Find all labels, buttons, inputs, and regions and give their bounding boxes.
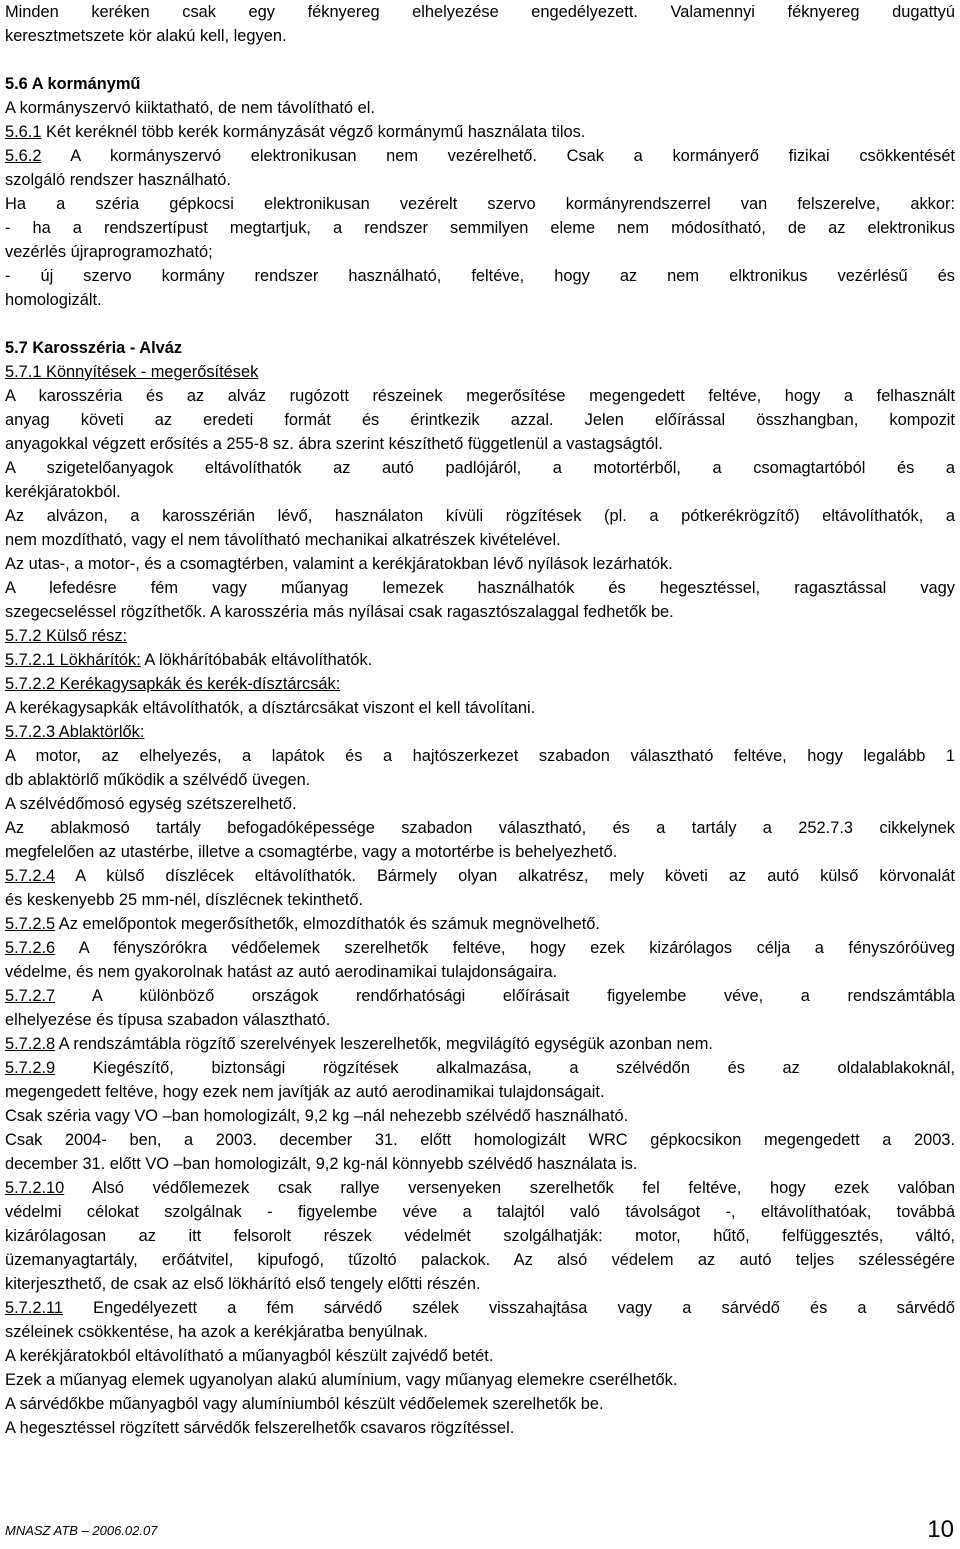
line-text: A külső díszlécek eltávolíthatók. Bármely olyan alkatrész, mely követi az autó külső körvonalát bbox=[55, 867, 955, 885]
line-text: nem mozdítható, vagy el nem távolítható mechanikai alkatrészek kivételével. bbox=[5, 531, 561, 549]
text-line bbox=[5, 1032, 955, 1056]
line-text: Alsó védőlemezek csak rallye versenyeken szerelhetők fel feltéve, hogy ezek valóban bbox=[64, 1179, 955, 1197]
text-line bbox=[5, 768, 955, 792]
text-line bbox=[5, 1104, 955, 1128]
line-text: megengedett feltéve, hogy ezek nem javítják az autó aerodinamikai tulajdonságait. bbox=[5, 1083, 605, 1101]
line-text: A szigetelőanyagok eltávolíthatók az autó padlójáról, a motortérből, a csomagtartóból és a bbox=[5, 459, 955, 477]
section-heading bbox=[5, 336, 955, 360]
clause-number: 5.7.2.3 Ablaktörlők: bbox=[5, 723, 145, 741]
clause-number: 5.7.2.2 Kerékagysapkák és kerék-dísztárcsák: bbox=[5, 675, 341, 693]
clause-number: 5.6.1 bbox=[5, 123, 42, 141]
text-line bbox=[5, 432, 955, 456]
line-text: december 31. előtt VO –ban homologizált, 9,2 kg-nál könnyebb szélvédő használata is. bbox=[5, 1155, 638, 1173]
section-heading bbox=[5, 72, 955, 96]
line-text: Ha a széria gépkocsi elektronikusan vezérelt szervo kormányrendszerrel van felszerelve, akkor: bbox=[5, 195, 955, 213]
line-text: védelme, és nem gyakorolnak hatást az autó aerodinamikai tulajdonságaira. bbox=[5, 963, 558, 981]
line-text: A karosszéria és az alváz rugózott részeinek megerősítése megengedett feltéve, hogy a felhasznált bbox=[5, 387, 955, 405]
line-text: kizárólagosan az itt felsorolt részek védelmét szolgálhatják: motor, hűtő, felfüggesztés, váltó, bbox=[5, 1227, 955, 1245]
text-line bbox=[5, 936, 955, 960]
text-line bbox=[5, 1200, 955, 1224]
line-text: A különböző országok rendőrhatósági előírásait figyelembe véve, a rendszámtábla bbox=[55, 987, 955, 1005]
text-line bbox=[5, 552, 955, 576]
line-text: A kerékjáratokból eltávolítható a műanyagból készült zajvédő betét. bbox=[5, 1347, 494, 1365]
text-line bbox=[5, 792, 955, 816]
text-line bbox=[5, 24, 955, 48]
line-text: A rendszámtábla rögzítő szerelvények leszerelhetők, megvilágító egységük azonban nem. bbox=[55, 1035, 713, 1053]
text-line bbox=[5, 168, 955, 192]
text-line bbox=[5, 888, 955, 912]
text-line bbox=[5, 1152, 955, 1176]
text-line bbox=[5, 696, 955, 720]
line-text: vezérlés újraprogramozható; bbox=[5, 243, 213, 261]
line-text: A kormányszervó elektronikusan nem vezérelhető. Csak a kormányerő fizikai csökkentését bbox=[41, 147, 955, 165]
clause-number: 5.7.1 Könnyítések - megerősítések bbox=[5, 363, 259, 381]
line-text: A hegesztéssel rögzített sárvédők felszerelhetők csavaros rögzítéssel. bbox=[5, 1419, 515, 1437]
line-text: Csak 2004- ben, a 2003. december 31. előtt homologizált WRC gépkocsikon megengedett a 2003. bbox=[5, 1131, 955, 1149]
clause-number: 5.7.2.11 bbox=[5, 1299, 64, 1317]
clause-number: 5.7.2.10 bbox=[5, 1179, 65, 1197]
line-text: széleinek csökkentése, ha azok a kerékjáratba benyúlnak. bbox=[5, 1323, 428, 1341]
clause-number: 5.6.2 bbox=[5, 147, 42, 165]
clause-number: 5.7.2.4 bbox=[5, 867, 56, 885]
line-text: megfelelően az utastérbe, illetve a csomagtérbe, vagy a motortérbe is behelyezhető. bbox=[5, 843, 618, 861]
text-line bbox=[5, 0, 955, 24]
line-text: és keskenyebb 25 mm-nél, díszlécnek tekinthető. bbox=[5, 891, 364, 909]
text-line bbox=[5, 1344, 955, 1368]
line-text: Csak széria vagy VO –ban homologizált, 9,2 kg –nál nehezebb szélvédő használható. bbox=[5, 1107, 629, 1125]
line-text: - ha a rendszertípust megtartjuk, a rendszer semmilyen eleme nem módosítható, de az elektronikus bbox=[5, 219, 955, 237]
line-text: Ezek a műanyag elemek ugyanolyan alakú alumínium, vagy műanyag elemekre cserélhetők. bbox=[5, 1371, 678, 1389]
line-text: szolgáló rendszer használható. bbox=[5, 171, 231, 189]
text-line bbox=[5, 192, 955, 216]
text-line bbox=[5, 1296, 955, 1320]
text-line bbox=[5, 264, 955, 288]
page-number: 10 bbox=[927, 1516, 954, 1543]
text-line bbox=[5, 984, 955, 1008]
document-page bbox=[5, 0, 955, 1440]
line-text: A kormányszervó kiiktatható, de nem távolítható el. bbox=[5, 99, 375, 117]
clause-number: 5.7.2.8 bbox=[5, 1035, 56, 1053]
text-line bbox=[5, 408, 955, 432]
text-line bbox=[5, 960, 955, 984]
clause-number: 5.7.2.6 bbox=[5, 939, 56, 957]
text-line bbox=[5, 96, 955, 120]
text-line bbox=[5, 576, 955, 600]
line-text: Két keréknél több kerék kormányzását végző kormánymű használata tilos. bbox=[41, 123, 586, 141]
text-line bbox=[5, 240, 955, 264]
text-line bbox=[5, 648, 955, 672]
text-line bbox=[5, 1392, 955, 1416]
text-line bbox=[5, 1248, 955, 1272]
text-line bbox=[5, 1056, 955, 1080]
line-text: 5.6 A kormánymű bbox=[5, 75, 141, 93]
text-line bbox=[5, 720, 955, 744]
clause-number: 5.7.2.1 Lökhárítók: bbox=[5, 651, 141, 669]
line-text: Az alvázon, a karosszérián lévő, használaton kívüli rögzítések (pl. a pótkerékrögzítő) eltávolíthatók, a bbox=[5, 507, 955, 525]
line-text: A lefedésre fém vagy műanyag lemezek használhatók és hegesztéssel, ragasztással vagy bbox=[5, 579, 955, 597]
line-text: anyagokkal végzett erősítés a 255-8 sz. ábra szerint készíthető függetlenül a vastagságtól. bbox=[5, 435, 663, 453]
text-line bbox=[5, 1128, 955, 1152]
text-line bbox=[5, 816, 955, 840]
text-line bbox=[5, 1320, 955, 1344]
text-line bbox=[5, 864, 955, 888]
line-text: A kerékagysapkák eltávolíthatók, a dísztárcsákat viszont el kell távolítani. bbox=[5, 699, 536, 717]
line-text: homologizált. bbox=[5, 291, 102, 309]
text-line bbox=[5, 288, 955, 312]
footer-doc-id: MNASZ ATB – 2006.02.07 bbox=[5, 1523, 158, 1538]
text-line bbox=[5, 1368, 955, 1392]
line-text: anyag követi az eredeti formát és érintkezik azzal. Jelen előírással összhangban, kompozit bbox=[5, 411, 955, 429]
text-line bbox=[5, 1008, 955, 1032]
line-text: Engedélyezett a fém sárvédő szélek visszahajtása vagy a sárvédő és a sárvédő bbox=[63, 1299, 955, 1317]
blank-line bbox=[5, 312, 955, 336]
line-text: üzemanyagtartály, erőátvitel, kipufogó, tűzoltó palackok. Az alsó védelem az autó teljes szélességére bbox=[5, 1251, 955, 1269]
text-line bbox=[5, 384, 955, 408]
line-text: kiterjeszthető, de csak az első lökhárító első tengely előtti részén. bbox=[5, 1275, 481, 1293]
line-text: szegecseléssel rögzíthetők. A karosszéria más nyílásai csak ragasztószalaggal fedhetők be. bbox=[5, 603, 674, 621]
line-text: 5.7 Karosszéria - Alváz bbox=[5, 339, 183, 357]
clause-number: 5.7.2.5 bbox=[5, 915, 56, 933]
line-text: keresztmetszete kör alakú kell, legyen. bbox=[5, 27, 287, 45]
line-text: védelmi célokat szolgálnak - figyelembe véve a talajtól való távolságot -, eltávolíthatóak, továbbá bbox=[5, 1203, 955, 1221]
text-line bbox=[5, 672, 955, 696]
line-text: Kiegészítő, biztonsági rögzítések alkalmazása, a szélvédőn és az oldalablakoknál, bbox=[55, 1059, 955, 1077]
text-line bbox=[5, 912, 955, 936]
text-line bbox=[5, 456, 955, 480]
clause-number: 5.7.2.9 bbox=[5, 1059, 56, 1077]
line-text: Az utas-, a motor-, és a csomagtérben, valamint a kerékjáratokban lévő nyílások lezárhatók. bbox=[5, 555, 673, 573]
text-line bbox=[5, 624, 955, 648]
line-text: - új szervo kormány rendszer használható, feltéve, hogy az nem elktronikus vezérlésű és bbox=[5, 267, 955, 285]
blank-line bbox=[5, 48, 955, 72]
clause-number: 5.7.2 Külső rész: bbox=[5, 627, 128, 645]
text-line bbox=[5, 600, 955, 624]
text-line bbox=[5, 1224, 955, 1248]
text-line bbox=[5, 1080, 955, 1104]
line-text: A fényszórókra védőelemek szerelhetők feltéve, hogy ezek kizárólagos célja a fényszóróüveg bbox=[55, 939, 955, 957]
line-text: Az emelőpontok megerősíthetők, elmozdíthatók és számuk megnövelhető. bbox=[55, 915, 600, 933]
text-line bbox=[5, 1176, 955, 1200]
text-line bbox=[5, 216, 955, 240]
text-line bbox=[5, 840, 955, 864]
line-text: elhelyezése és típusa szabadon választható. bbox=[5, 1011, 331, 1029]
text-line bbox=[5, 360, 955, 384]
text-line bbox=[5, 1272, 955, 1296]
text-line bbox=[5, 744, 955, 768]
line-text: kerékjáratokból. bbox=[5, 483, 121, 501]
text-line bbox=[5, 480, 955, 504]
text-line bbox=[5, 1416, 955, 1440]
line-text: A szélvédőmosó egység szétszerelhető. bbox=[5, 795, 297, 813]
line-text: A motor, az elhelyezés, a lapátok és a hajtószerkezet szabadon választható feltéve, hogy legalább 1 bbox=[5, 747, 955, 765]
text-line bbox=[5, 120, 955, 144]
text-line bbox=[5, 528, 955, 552]
line-text: Az ablakmosó tartály befogadóképessége szabadon választható, és a tartály a 252.7.3 cikkelynek bbox=[5, 819, 955, 837]
line-text: db ablaktörlő működik a szélvédő üvegen. bbox=[5, 771, 311, 789]
line-text: Minden keréken csak egy féknyereg elhelyezése engedélyezett. Valamennyi féknyereg dugattyú bbox=[5, 3, 955, 21]
line-text: A lökhárítóbabák eltávolíthatók. bbox=[140, 651, 373, 669]
line-text: A sárvédőkbe műanyagból vagy alumíniumból készült védőelemek szerelhetők be. bbox=[5, 1395, 604, 1413]
text-line bbox=[5, 144, 955, 168]
text-line bbox=[5, 504, 955, 528]
clause-number: 5.7.2.7 bbox=[5, 987, 56, 1005]
